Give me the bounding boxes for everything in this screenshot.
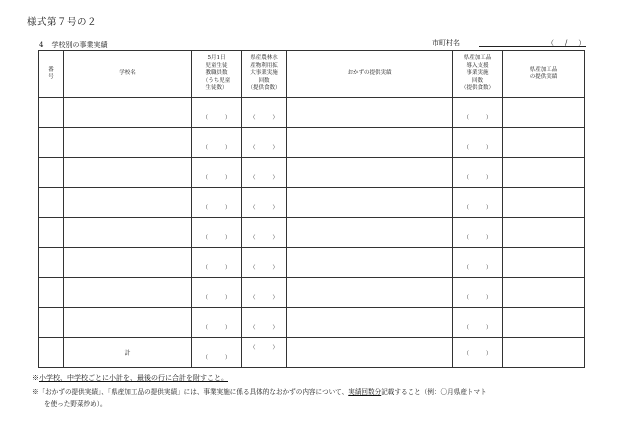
cell-expansion-count[interactable]: （ ） [242, 338, 287, 368]
note-side-dish: ※「おかずの提供実績」、「県産加工品の提供実績」には、事業実施に係る具体的なおかずの内容について、実績回数分記載すること（例：〇月県産トマト を使った野菜炒め）。 [32, 387, 622, 410]
cell-students-count[interactable]: （ ） [192, 128, 242, 158]
cell-processed-products[interactable] [503, 128, 585, 158]
total-label: 計 [64, 338, 192, 368]
cell-students-count[interactable]: （ ） [192, 308, 242, 338]
cell-school-name[interactable] [64, 158, 192, 188]
cell-school-name[interactable] [64, 248, 192, 278]
cell-processed-products[interactable] [503, 188, 585, 218]
cell-students-count[interactable]: （ ） [192, 98, 242, 128]
table-row [39, 128, 585, 158]
cell-expansion-count[interactable]: （ ） [242, 218, 287, 248]
cell-school-name[interactable] [64, 188, 192, 218]
cell-number[interactable] [39, 278, 64, 308]
cell-school-name[interactable] [64, 278, 192, 308]
cell-school-name[interactable] [64, 128, 192, 158]
header-expansion-count: 県産農林水 産物利用拡 大事業実施 回数 （提供食数） [242, 51, 287, 98]
header-school-name: 学校名 [64, 51, 192, 98]
cell-students-count[interactable]: （ ） [192, 158, 242, 188]
cell-side-dish[interactable] [287, 98, 453, 128]
table-row [39, 218, 585, 248]
cell-support-count[interactable]: （ ） [453, 278, 503, 308]
cell-expansion-count[interactable]: （ ） [242, 98, 287, 128]
note-subtotal: ※小学校、中学校ごとに小計を、最後の行に合計を附すこと。 [32, 374, 228, 382]
municipality-field[interactable] [432, 38, 602, 48]
section-title-text: 学校別の事業実績 [51, 41, 108, 49]
cell-side-dish[interactable] [287, 218, 453, 248]
cell-number[interactable] [39, 248, 64, 278]
header-row [39, 51, 585, 98]
cell-students-count[interactable]: （ ） [192, 278, 242, 308]
note-underlined-count: 実績回数分 [348, 388, 382, 396]
cell-expansion-count[interactable]: （ ） [242, 158, 287, 188]
cell-processed-products[interactable] [503, 338, 585, 368]
table-row [39, 278, 585, 308]
cell-side-dish[interactable] [287, 188, 453, 218]
cell-support-count[interactable]: （ ） [453, 188, 503, 218]
cell-number[interactable] [39, 98, 64, 128]
cell-number[interactable] [39, 338, 64, 368]
cell-side-dish[interactable] [287, 278, 453, 308]
cell-students-count[interactable]: （ ） [192, 248, 242, 278]
cell-number[interactable] [39, 158, 64, 188]
cell-support-count[interactable]: （ ） [453, 128, 503, 158]
section-title [39, 40, 107, 50]
cell-expansion-count[interactable]: （ ） [242, 128, 287, 158]
cell-expansion-count[interactable]: （ ） [242, 248, 287, 278]
cell-processed-products[interactable] [503, 158, 585, 188]
table-row [39, 158, 585, 188]
cell-support-count[interactable]: （ ） [453, 248, 503, 278]
cell-support-count[interactable]: （ ） [453, 158, 503, 188]
cell-support-count[interactable]: （ ） [453, 308, 503, 338]
cell-expansion-count[interactable]: （ ） [242, 278, 287, 308]
cell-side-dish[interactable] [287, 338, 453, 368]
date-placeholder: （ / ） [547, 39, 588, 47]
header-processed-products: 県産加工品 の提供実績 [503, 51, 585, 98]
cell-students-count[interactable]: （ ） [192, 338, 242, 368]
cell-side-dish[interactable] [287, 308, 453, 338]
cell-processed-products[interactable] [503, 278, 585, 308]
header-number: 番 号 [39, 51, 64, 98]
header-students-count: 5月1日 児童生徒 教職員数 （うち児童 生徒数） [192, 51, 242, 98]
cell-number[interactable] [39, 128, 64, 158]
school-results-table [38, 50, 585, 368]
cell-support-count[interactable]: （ ） [453, 98, 503, 128]
cell-number[interactable] [39, 308, 64, 338]
cell-expansion-count[interactable]: （ ） [242, 188, 287, 218]
note-subtotal-text: 小学校、中学校ごとに小計を、最後の行に合計を附すこと。 [39, 374, 228, 382]
cell-side-dish[interactable] [287, 248, 453, 278]
table-row [39, 308, 585, 338]
cell-processed-products[interactable] [503, 218, 585, 248]
cell-students-count[interactable]: （ ） [192, 218, 242, 248]
header-side-dish: おかずの提供実績 [287, 51, 453, 98]
cell-number[interactable] [39, 218, 64, 248]
cell-expansion-count[interactable]: （ ） [242, 308, 287, 338]
cell-processed-products[interactable] [503, 98, 585, 128]
cell-side-dish[interactable] [287, 158, 453, 188]
cell-side-dish[interactable] [287, 128, 453, 158]
total-row [39, 338, 585, 368]
table-row [39, 248, 585, 278]
cell-school-name[interactable] [64, 218, 192, 248]
cell-support-count[interactable]: （ ） [453, 338, 503, 368]
table-row [39, 98, 585, 128]
cell-support-count[interactable]: （ ） [453, 218, 503, 248]
cell-school-name[interactable] [64, 308, 192, 338]
cell-school-name[interactable] [64, 98, 192, 128]
note-side-dish-continued: を使った野菜炒め）。 [44, 399, 107, 408]
cell-students-count[interactable]: （ ） [192, 188, 242, 218]
cell-number[interactable] [39, 188, 64, 218]
table-row [39, 188, 585, 218]
section-number: 4 [39, 41, 44, 49]
municipality-label: 市町村名 [432, 39, 460, 47]
cell-processed-products[interactable] [503, 308, 585, 338]
cell-processed-products[interactable] [503, 248, 585, 278]
header-support-count: 県産加工品 導入支援 事業実施 回数 （提供食数） [453, 51, 503, 98]
form-code: 様式第７号の２ [27, 17, 98, 28]
